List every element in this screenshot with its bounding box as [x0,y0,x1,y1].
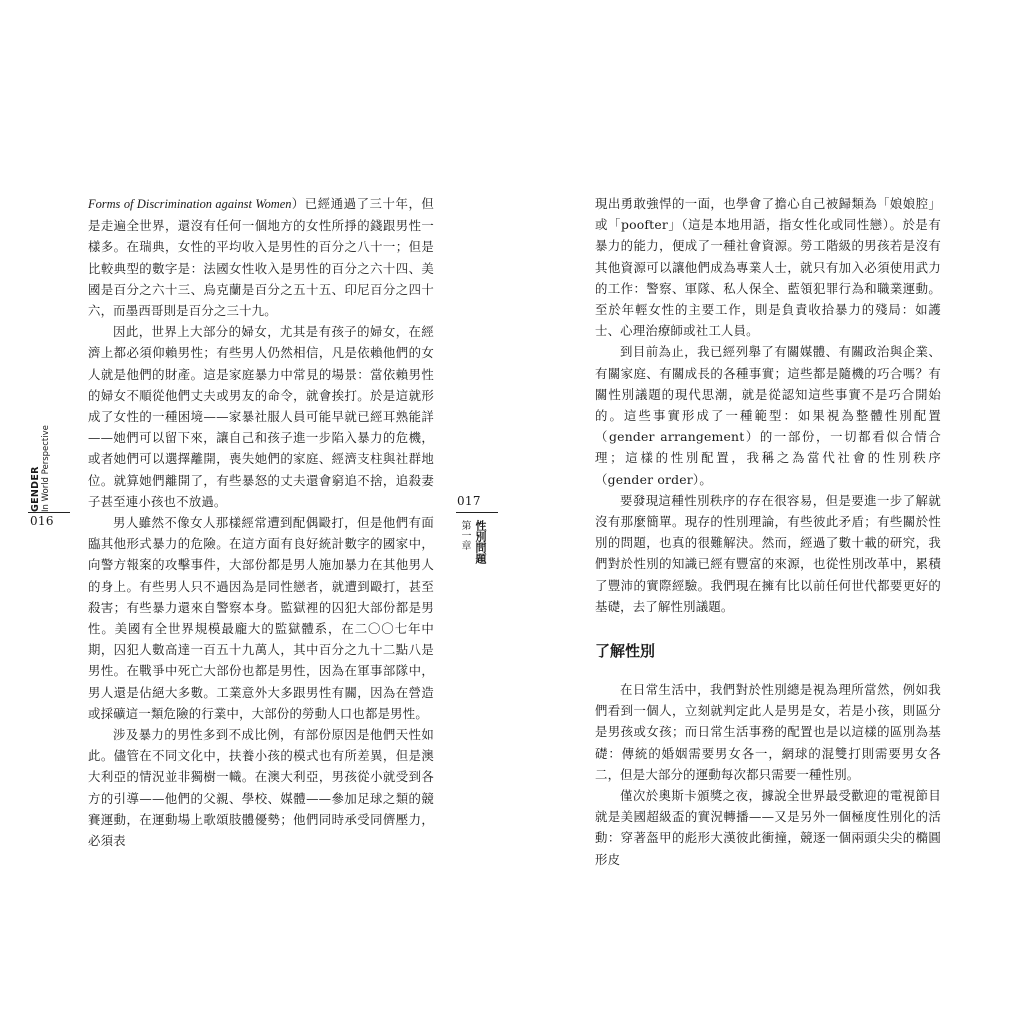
page-number-right: 017 [457,494,481,508]
italic-title: Forms of Discrimination against Women [88,197,292,211]
right-paragraph-2: 到目前為止，我已經列舉了有關媒體、有關政治與企業、有關家庭、有關成長的各種事實；這些都是隨機的巧合嗎？有關性別議題的現代思潮，就是從認知這些事實不是巧合開始的。這些事實形成了一種範型：如果視為整體性別配置（gender arrangement）的一部份，一切都看似合情合理；這樣的性別配置，我稱之為當代社會的性別秩序（gender order）。 [595,344,941,487]
margin-rule-right [456,512,498,513]
right-paragraph-5: 僅次於奧斯卡頒獎之夜，據說全世界最受歡迎的電視節目就是美國超級盃的實況轉播——又是另外一個極度性別化的活動：穿著盔甲的彪形大漢彼此衝撞，競逐一個兩頭尖尖的橢圓形皮 [595,788,941,867]
running-head-book [30,425,60,512]
margin-rule-left [28,512,70,513]
book-title: GENDER [30,466,41,512]
left-paragraph-1-text: ）已經通過了三十年，但是走遍全世界，還沒有任何一個地方的女性所掙的錢跟男性一樣多。在瑞典，女性的平均收入是男性的百分之八十一；但是比較典型的數字是：法國女性收入是男性的百分之六十四、美國是百分之六十三、烏克蘭是百分之五十五、印尼百分之四十六，而墨西哥則是百分之三十九。 [88,196,434,319]
left-paragraph-1 [88,193,434,321]
right-page [512,0,1024,1024]
left-paragraph-2: 因此，世界上大部分的婦女，尤其是有孩子的婦女，在經濟上都必須仰賴男性；有些男人仍然相信，凡是依賴他們的女人就是他們的財產。這是家庭暴力中常見的場景：當依賴男性的婦女不順從他們丈夫或男友的命令，就會挨打。於是這就形成了女性的一種困境——家暴社服人員可能早就已經耳熟能詳——她們可以留下來，讓自己和孩子進一步陷入暴力的危機，或者她們可以選擇離開，喪失她們的家庭、經濟支柱與社群地位。就算她們離開了，有些暴怒的丈夫還會窮追不捨，追殺妻子甚至連小孩也不放過。 [88,324,434,509]
page-number-left: 016 [30,514,54,528]
right-paragraph-4: 在日常生活中，我們對於性別總是視為理所當然，例如我們看到一個人，立刻就判定此人是男是女，若是小孩，則區分是男孩或女孩；而日常生活事務的配置也是以這樣的區別為基礎：傳統的婚姻需要男女各一，網球的混雙打則需要男女各二，但是大部分的運動每次都只需要一種性別。 [595,682,941,782]
chapter-label: 第一章 [459,520,470,550]
right-text-column [595,193,941,870]
chapter-title: 性別問題 [474,520,487,564]
left-paragraph-3: 男人雖然不像女人那樣經常遭到配偶毆打，但是他們有面臨其他形式暴力的危險。在這方面有良好統計數字的國家中，向警方報案的攻擊事件，大部份都是男人施加暴力在其他男人的身上。有些男人只不過因為是同性戀者，就遭到毆打，甚至殺害；有些暴力還來自警察本身。監獄裡的囚犯大部份都是男性。美國有全世界規模最龐大的監獄體系，在二〇〇七年中期，囚犯人數高達一百五十九萬人，其中百分之九十二點八是男性。在戰爭中死亡大部份也都是男性，因為在軍事部隊中，男人還是佔絕大多數。工業意外大多跟男性有關，因為在營造或採礦這一類危險的行業中，大部份的勞動人口也都是男性。 [88,515,434,721]
left-paragraph-4: 涉及暴力的男性多到不成比例，有部份原因是他們天性如此。儘管在不同文化中，扶養小孩的模式也有所差異，但是澳大利亞的情況並非獨樹一幟。在澳大利亞，男孩從小就受到各方的引導——他們的父親、學校、媒體——參加足球之類的競賽運動，在運動場上歌頌肢體優勢；他們同時承受同儕壓力，必須表 [88,727,434,849]
left-text-column [88,193,434,851]
right-paragraph-3: 要發現這種性別秩序的存在很容易，但是要進一步了解就沒有那麼簡單。現存的性別理論，有些彼此矛盾；有些關於性別的問題，也真的很難解決。然而，經過了數十載的研究，我們對於性別的知識已經有豐富的來源，也從性別改革中，累積了豐沛的實際經驗。我們現在擁有比以前任何世代都要更好的基礎，去了解性別議題。 [595,492,941,614]
right-paragraph-1: 現出勇敢強悍的一面，也學會了擔心自己被歸類為「娘娘腔」或「poofter」（這是本地用語，指女性化或同性戀）。於是有暴力的能力，便成了一種社會資源。勞工階級的男孩若是沒有其他資源可以讓他們成為專業人士，就只有加入必須使用武力的工作：警察、軍隊、私人保全、藍領犯罪行為和職業運動。至於年輕女性的主要工作，則是負責收拾暴力的殘局：如護士、心理治療師或社工人員。 [595,196,941,339]
section-heading: 了解性別 [595,642,656,661]
book-subtitle: In World Perspective [41,425,51,512]
